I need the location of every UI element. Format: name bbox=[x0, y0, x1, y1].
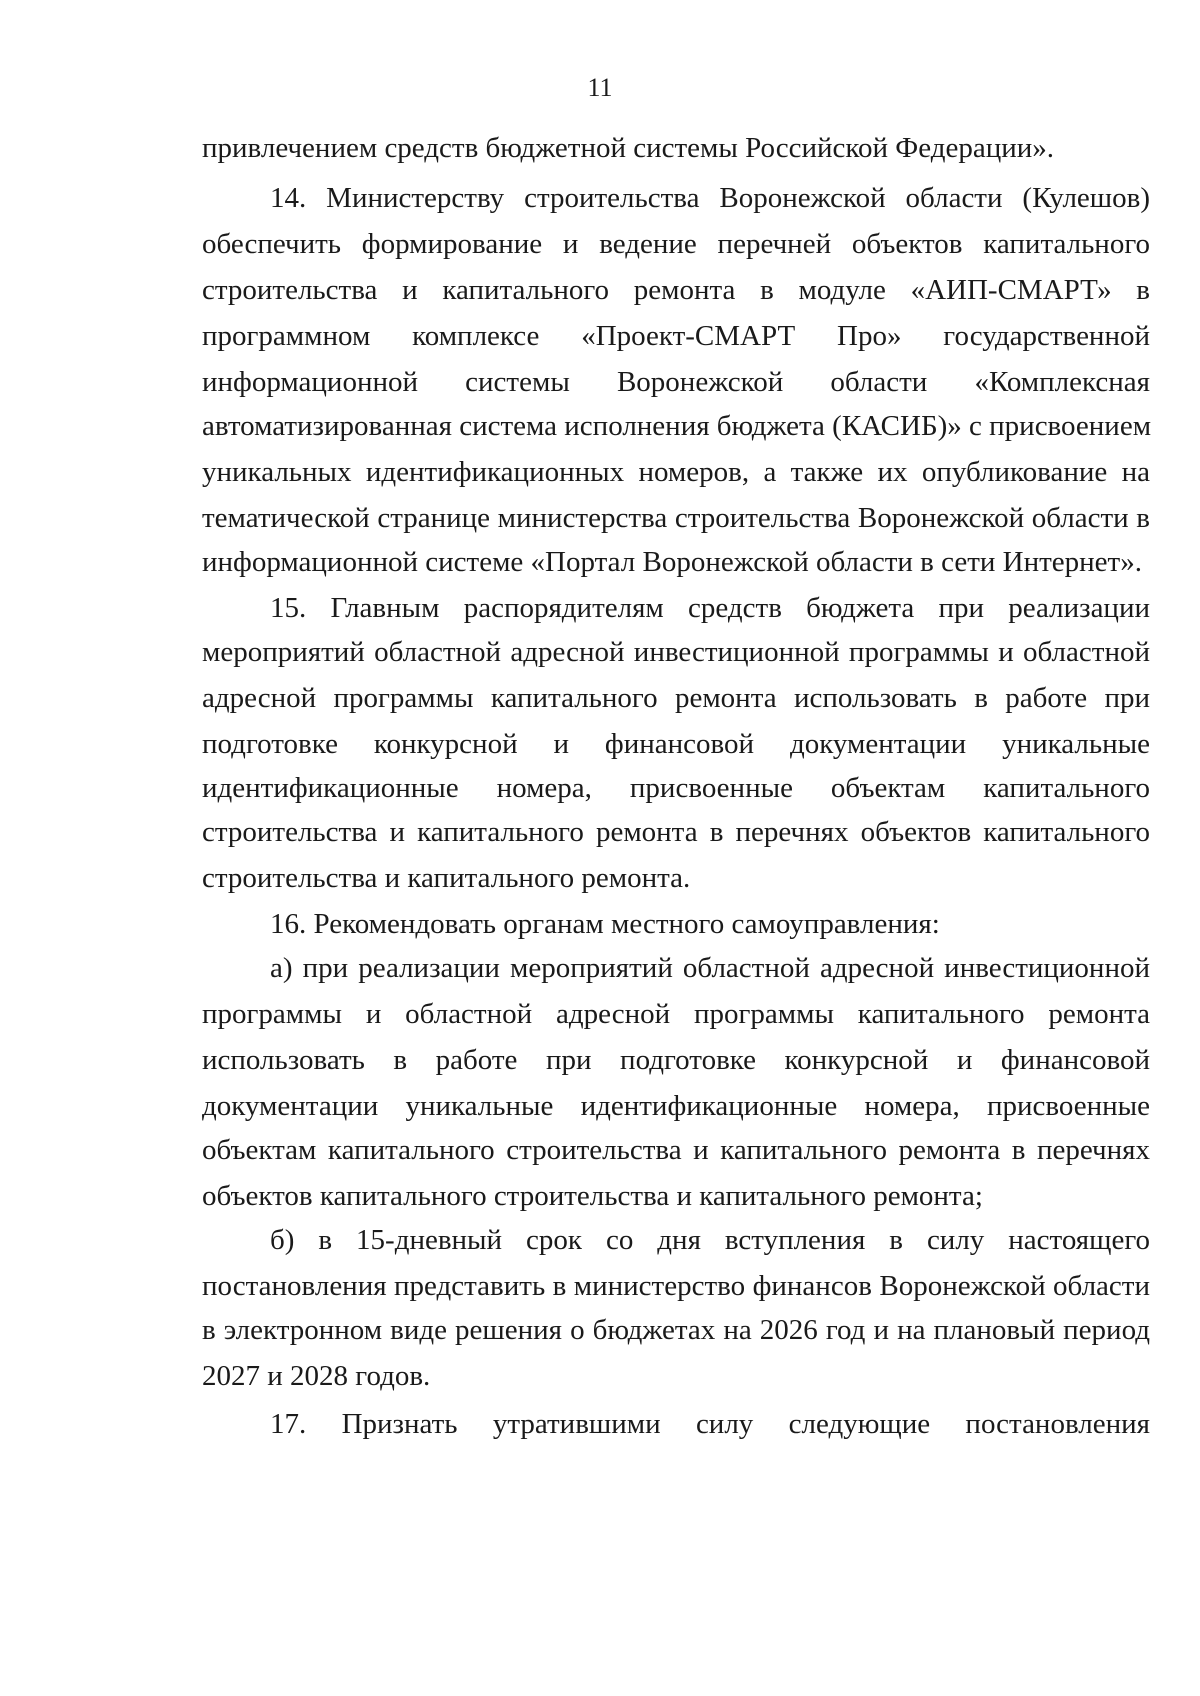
text-line: мероприятий областной адресной инвестиционной программы и областной bbox=[202, 636, 1150, 668]
text-line: объектов капитального строительства и капитального ремонта; bbox=[202, 1180, 983, 1212]
text-line: объектам капитального строительства и капитального ремонта в перечнях bbox=[202, 1134, 1150, 1166]
text-line: 17. Признать утратившими силу следующие постановления bbox=[270, 1408, 1150, 1440]
text-line: строительства и капитального ремонта. bbox=[202, 862, 691, 894]
text-line: программном комплексе «Проект-СМАРТ Про» государственной bbox=[202, 320, 1150, 352]
text-line: идентификационные номера, присвоенные объектам капитального bbox=[202, 772, 1150, 804]
text-line: подготовке конкурсной и финансовой документации уникальные bbox=[202, 728, 1150, 760]
text-line: 15. Главным распорядителям средств бюджета при реализации bbox=[270, 592, 1150, 624]
text-line: тематической странице министерства строительства Воронежской области в bbox=[202, 502, 1150, 534]
text-line: использовать в работе при подготовке конкурсной и финансовой bbox=[202, 1044, 1150, 1076]
text-line: а) при реализации мероприятий областной адресной инвестиционной bbox=[270, 952, 1150, 984]
text-line: программы и областной адресной программы капитального ремонта bbox=[202, 998, 1150, 1030]
text-line: б) в 15-дневный срок со дня вступления в силу настоящего bbox=[270, 1224, 1150, 1256]
text-line: информационной системы Воронежской области «Комплексная bbox=[202, 366, 1150, 398]
text-line: 14. Министерству строительства Воронежской области (Кулешов) bbox=[270, 182, 1150, 214]
text-line: привлечением средств бюджетной системы Российской Федерации». bbox=[202, 132, 1055, 164]
text-line: строительства и капитального ремонта в модуле «АИП-СМАРТ» в bbox=[202, 274, 1150, 306]
text-line: обеспечить формирование и ведение перечней объектов капитального bbox=[202, 228, 1150, 260]
text-line: в электронном виде решения о бюджетах на 2026 год и на плановый период bbox=[202, 1314, 1150, 1346]
text-line: информационной системе «Портал Воронежской области в сети Интернет». bbox=[202, 546, 1142, 578]
text-line: уникальных идентификационных номеров, а также их опубликование на bbox=[202, 456, 1150, 488]
text-line: строительства и капитального ремонта в перечнях объектов капитального bbox=[202, 816, 1150, 848]
text-line: 2027 и 2028 годов. bbox=[202, 1360, 431, 1392]
text-line: 16. Рекомендовать органам местного самоуправления: bbox=[270, 908, 940, 940]
text-line: автоматизированная система исполнения бюджета (КАСИБ)» с присвоением bbox=[202, 410, 1152, 442]
text-line: постановления представить в министерство финансов Воронежской области bbox=[202, 1270, 1150, 1302]
text-line: документации уникальные идентификационные номера, присвоенные bbox=[202, 1090, 1150, 1122]
page-number: 11 bbox=[587, 73, 613, 102]
text-line: адресной программы капитального ремонта использовать в работе при bbox=[202, 682, 1150, 714]
